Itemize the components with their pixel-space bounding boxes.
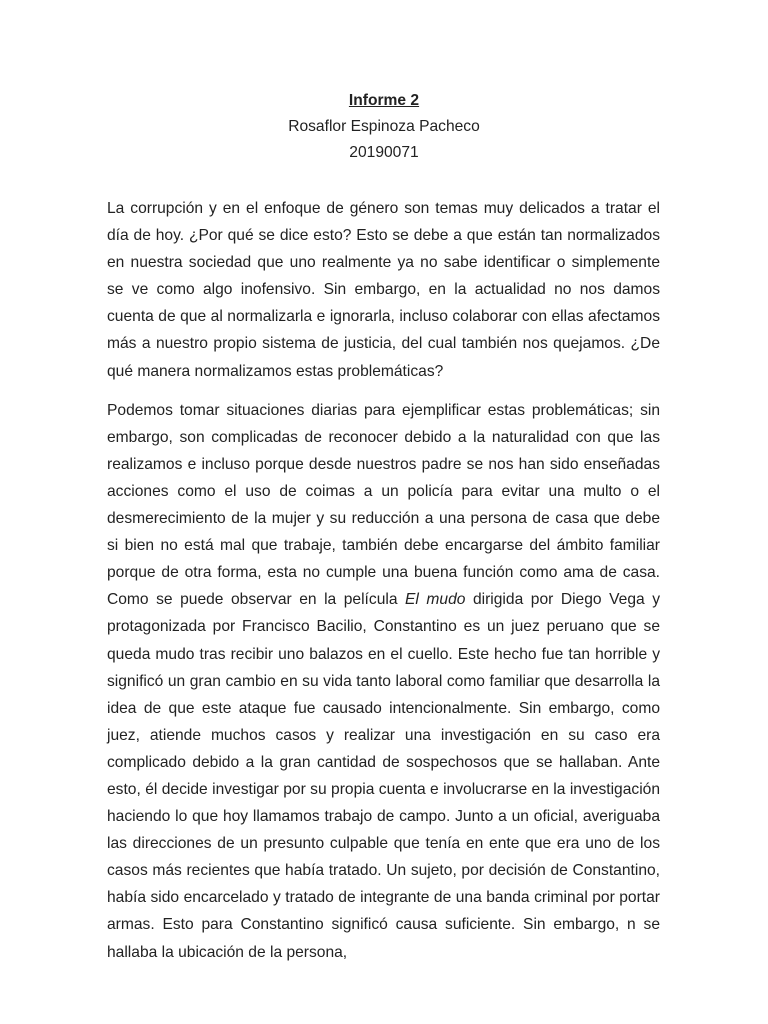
student-id: 20190071	[349, 144, 419, 161]
document-header	[0, 88, 768, 166]
paragraph-2	[107, 397, 660, 966]
document-title: Informe 2	[348, 92, 420, 109]
document-body	[107, 195, 660, 978]
author-name: Rosaflor Espinoza Pacheco	[288, 118, 480, 135]
film-title: El mudo	[405, 591, 466, 609]
paragraph-2-text-before: Podemos tomar situaciones diarias para ejemplificar estas problemáticas; sin embargo, son complicadas de reconocer debido a la naturalidad con que las realizamos e incluso porque desde nuestros padre se nos han sido enseñadas acciones como el uso de coimas a un policía para evitar una multo o el desmerecimiento de la mujer y su reducción a una persona de casa que debe si bien no está mal que trabaje, también debe encargarse del ámbito familiar porque de otra forma, esta no cumple una buena función como ama de casa. Como se puede observar en la película	[107, 401, 660, 609]
paragraph-1: La corrupción y en el enfoque de género son temas muy delicados a tratar el día de hoy. ¿Por qué se dice esto? Esto se debe a que están tan normalizados en nuestra sociedad que uno realmente ya no sabe identificar o simplemente se ve como algo inofensivo. Sin embargo, en la actualidad no nos damos cuenta de que al normalizarla e ignorarla, incluso colaborar con ellas afectamos más a nuestro propio sistema de justicia, del cual también nos quejamos. ¿De qué manera normalizamos estas problemáticas?	[107, 200, 660, 380]
paragraph-2-text-after: dirigida por Diego Vega y protagonizada por Francisco Bacilio, Constantino es un juez peruano que se queda mudo tras recibir uno balazos en el cuello. Este hecho fue tan horrible y significó un gran cambio en su vida tanto laboral como familiar que desarrolla la idea de que este ataque fue causado intencionalmente. Sin embargo, como juez, atiende muchos casos y realizar una investigación en su caso era complicado debido a la gran cantidad de sospechosos que se hallaban. Ante esto, él decide investigar por su propia cuenta e involucrarse en la investigación haciendo lo que hoy llamamos trabajo de campo. Junto a un oficial, averiguaba las direcciones de un presunto culpable que tenía en ente que era uno de los casos más recientes que había tratado. Un sujeto, por decisión de Constantino, había sido encarcelado y tratado de integrante de una banda criminal por portar armas. Esto para Constantino significó causa suficiente. Sin embargo, n se hallaba la ubicación de la persona,	[107, 591, 660, 961]
